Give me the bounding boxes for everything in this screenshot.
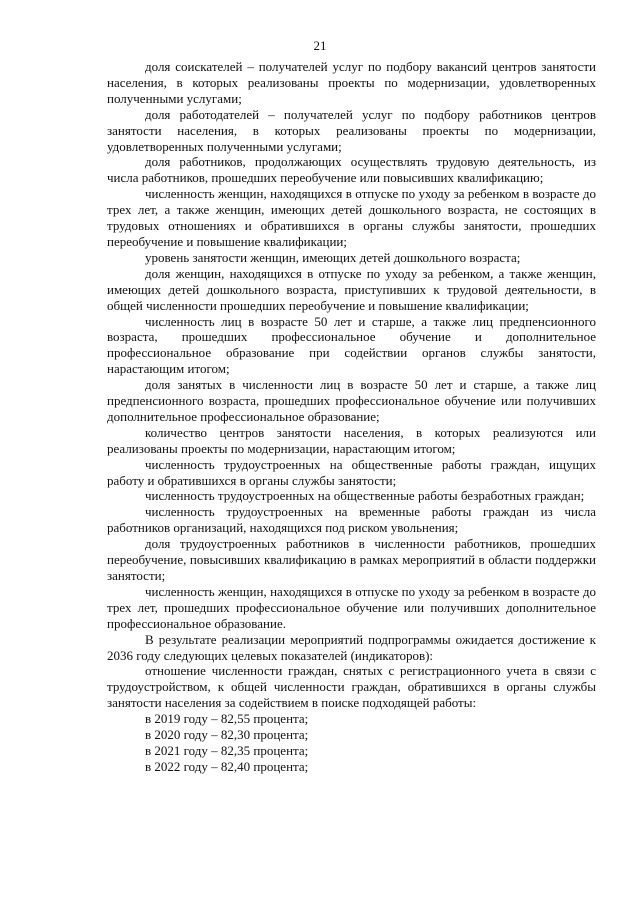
paragraph: уровень занятости женщин, имеющих детей дошкольного возраста; [145, 249, 521, 265]
year-value-line: в 2019 году – 82,55 процента; [145, 711, 309, 727]
paragraph: численность женщин, находящихся в отпуске по уходу за ребенком в возрасте до трех лет, прошедших профессиональное обучение или получивших дополнительное профессиональное образование. [107, 583, 596, 631]
paragraph: численность женщин, находящихся в отпуске по уходу за ребенком в возрасте до трех лет, а также женщин, имеющих детей дошкольного возраста, не состоящих в трудовых отношениях и обратившихся в органы службы занятости, прошедших переобучение и повышение квалификации; [107, 186, 596, 249]
paragraph: количество центров занятости населения, в которых реализуются или реализованы проекты по модернизации, нарастающим итогом; [107, 424, 596, 456]
paragraph: доля соискателей – получателей услуг по подбору вакансий центров занятости населения, в которых реализованы проекты по модернизации, удовлетворенных полученными услугами; [107, 59, 596, 106]
year-value-line: в 2020 году – 82,30 процента; [145, 727, 309, 743]
paragraph: доля женщин, находящихся в отпуске по уходу за ребенком, а также женщин, имеющих детей дошкольного возраста, приступивших к трудовой деятельности, в общей численности прошедших переобучение и повышение квалификации; [107, 265, 596, 313]
paragraph: отношение численности граждан, снятых с регистрационного учета в связи с трудоустройством, к общей численности граждан, обратившихся в органы службы занятости населения за содействием в поиске подходящей работы: [107, 663, 596, 711]
paragraph: численность лиц в возрасте 50 лет и старше, а также лиц предпенсионного возраста, прошедших профессиональное обучение и дополнительное профессиональное образование при содействии органов службы занятости, нарастающим итогом; [107, 313, 596, 377]
paragraph: доля занятых в численности лиц в возрасте 50 лет и старше, а также лиц предпенсионного возраста, прошедших профессиональное обучение или получивших дополнительное профессиональное образование; [107, 377, 596, 424]
paragraph: доля работников, продолжающих осуществлять трудовую деятельность, из числа работников, прошедших переобучение или повысивших квалификацию; [107, 154, 596, 186]
paragraph: доля трудоустроенных работников в численности работников, прошедших переобучение, повысивших квалификацию в рамках мероприятий в области поддержки занятости; [107, 536, 596, 583]
year-value-line: в 2021 году – 82,35 процента; [145, 742, 309, 758]
paragraph: численность трудоустроенных на временные работы граждан из числа работников организаций, находящихся под риском увольнения; [107, 504, 596, 536]
year-value-line: в 2022 году – 82,40 процента; [145, 758, 309, 774]
paragraph: численность трудоустроенных на общественные работы безработных граждан; [145, 488, 585, 504]
body-text [107, 59, 596, 775]
paragraph: численность трудоустроенных на общественные работы граждан, ищущих работу и обратившихся в органы службы занятости; [107, 456, 596, 488]
paragraph: В результате реализации мероприятий подпрограммы ожидается достижение к 2036 году следующих целевых показателей (индикаторов): [107, 631, 596, 663]
paragraph: доля работодателей – получателей услуг по подбору работников центров занятости населения, в которых реализованы проекты по модернизации, удовлетворенных полученными услугами; [107, 106, 596, 154]
page-number: 21 [313, 38, 327, 53]
